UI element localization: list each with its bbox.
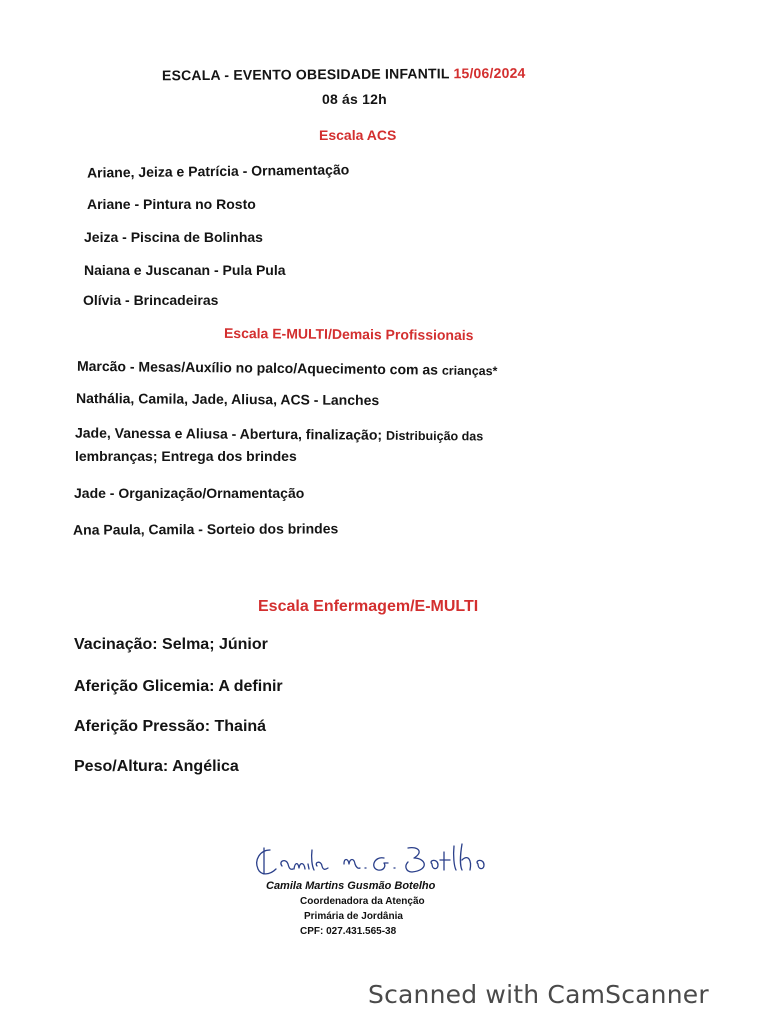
list-item: Ana Paula, Camila - Sorteio dos brindes [72, 520, 339, 538]
page-title [162, 65, 526, 84]
list-item: Naiana e Juscanan - Pula Pula [84, 262, 286, 278]
signatory-name: Camila Martins Gusmão Botelho [266, 880, 436, 892]
list-item-tail: Distribuição das [385, 428, 484, 444]
section-heading-enfermagem: Escala Enfermagem/E-MULTI [258, 598, 479, 615]
event-time: 08 ás 12h [322, 91, 387, 107]
list-item: Peso/Altura: Angélica [74, 758, 239, 775]
list-item: Jeiza - Piscina de Bolinhas [84, 229, 263, 245]
section-heading-acs: Escala ACS [319, 127, 397, 143]
list-item [77, 358, 498, 378]
handwritten-signature [248, 836, 518, 886]
list-item: Vacinação: Selma; Júnior [74, 636, 268, 653]
list-item-text: Jade, Vanessa e Aliusa - Abertura, finalização; [74, 424, 387, 443]
list-item: Ariane - Pintura no Rosto [87, 196, 256, 212]
signatory-cpf: CPF: 027.431.565-38 [300, 926, 397, 937]
list-item: Ariane, Jeiza e Patrícia - Ornamentação [86, 161, 350, 181]
list-item: Aferição Glicemia: A definir [74, 678, 283, 695]
list-item [75, 425, 483, 444]
signatory-role: Coordenadora da Atenção [300, 896, 425, 907]
signatory-role-line2: Primária de Jordânia [304, 911, 403, 922]
list-item: Nathália, Camila, Jade, Aliusa, ACS - Lanches [75, 389, 380, 409]
list-item-continuation: lembranças; Entrega dos brindes [75, 448, 297, 464]
list-item-tail: crianças* [441, 363, 498, 379]
list-item-text: Marcão - Mesas/Auxílio no palco/Aquecimento com as [76, 357, 442, 378]
section-heading-emulti: Escala E-MULTI/Demais Profissionais [223, 324, 474, 344]
event-date: 15/06/2024 [453, 64, 526, 82]
list-item: Aferição Pressão: Thainá [74, 718, 267, 735]
scanner-watermark: Scanned with CamScanner [368, 980, 709, 1009]
title-text: ESCALA - EVENTO OBESIDADE INFANTIL [161, 65, 454, 84]
list-item: Olívia - Brincadeiras [83, 292, 219, 308]
list-item: Jade - Organização/Ornamentação [74, 485, 305, 501]
